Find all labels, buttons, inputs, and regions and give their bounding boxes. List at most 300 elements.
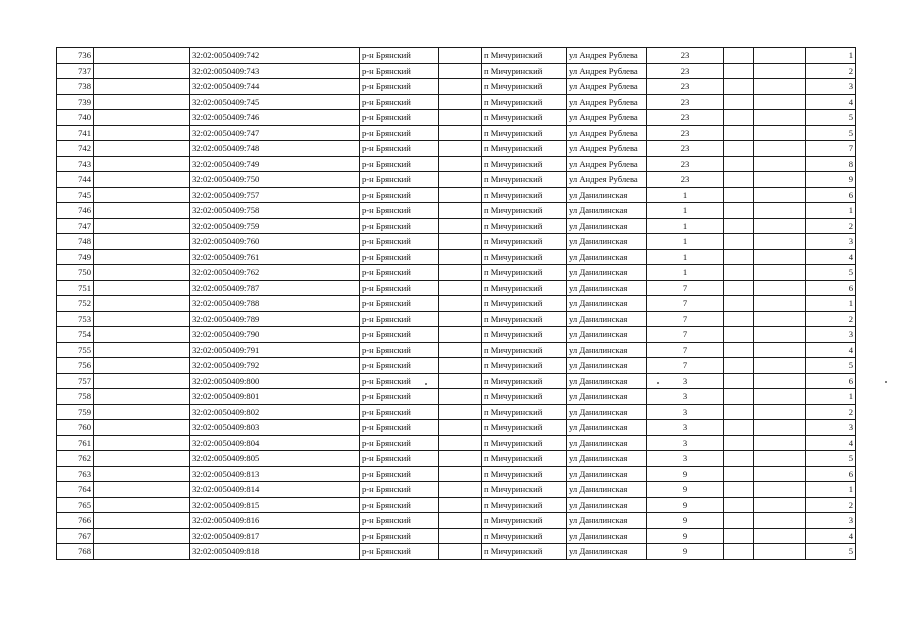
empty-cell — [94, 141, 190, 157]
empty-cell — [754, 63, 806, 79]
empty-cell — [724, 48, 754, 64]
street-cell: ул Данилинская — [567, 404, 647, 420]
locality-cell: п Мичуринский — [482, 466, 567, 482]
empty-cell — [724, 249, 754, 265]
street-cell: ул Андрея Рублева — [567, 110, 647, 126]
empty-cell — [439, 141, 482, 157]
empty-cell — [724, 435, 754, 451]
table-body — [57, 48, 856, 560]
apartment-number-cell: 4 — [806, 528, 856, 544]
empty-cell — [754, 466, 806, 482]
empty-cell — [724, 203, 754, 219]
locality-cell: п Мичуринский — [482, 94, 567, 110]
empty-cell — [754, 420, 806, 436]
street-cell: ул Данилинская — [567, 451, 647, 467]
apartment-number-cell: 3 — [806, 420, 856, 436]
empty-cell — [439, 435, 482, 451]
empty-cell — [94, 342, 190, 358]
empty-cell — [94, 435, 190, 451]
table-row — [57, 110, 856, 126]
locality-cell: п Мичуринский — [482, 528, 567, 544]
row-number-cell: 754 — [57, 327, 94, 343]
street-cell: ул Данилинская — [567, 280, 647, 296]
row-number-cell: 746 — [57, 203, 94, 219]
empty-cell — [439, 528, 482, 544]
empty-cell — [439, 342, 482, 358]
cadastral-number-cell: 32:02:0050409:761 — [190, 249, 360, 265]
row-number-cell: 739 — [57, 94, 94, 110]
empty-cell — [754, 110, 806, 126]
empty-cell — [439, 482, 482, 498]
scan-speck — [425, 383, 427, 385]
empty-cell — [754, 125, 806, 141]
row-number-cell: 751 — [57, 280, 94, 296]
house-number-cell: 9 — [647, 544, 724, 560]
table-row — [57, 528, 856, 544]
table-row — [57, 358, 856, 374]
empty-cell — [724, 187, 754, 203]
empty-cell — [439, 280, 482, 296]
empty-cell — [754, 404, 806, 420]
locality-cell: п Мичуринский — [482, 141, 567, 157]
table-row — [57, 203, 856, 219]
house-number-cell: 9 — [647, 513, 724, 529]
row-number-cell: 750 — [57, 265, 94, 281]
district-cell: р-н Брянский — [360, 203, 439, 219]
table-row — [57, 141, 856, 157]
cadastral-number-cell: 32:02:0050409:787 — [190, 280, 360, 296]
empty-cell — [94, 249, 190, 265]
empty-cell — [94, 404, 190, 420]
apartment-number-cell: 9 — [806, 172, 856, 188]
street-cell: ул Андрея Рублева — [567, 125, 647, 141]
street-cell: ул Данилинская — [567, 482, 647, 498]
row-number-cell: 756 — [57, 358, 94, 374]
house-number-cell: 23 — [647, 125, 724, 141]
empty-cell — [724, 141, 754, 157]
apartment-number-cell: 5 — [806, 358, 856, 374]
district-cell: р-н Брянский — [360, 234, 439, 250]
locality-cell: п Мичуринский — [482, 203, 567, 219]
table-row — [57, 63, 856, 79]
street-cell: ул Данилинская — [567, 249, 647, 265]
row-number-cell: 755 — [57, 342, 94, 358]
row-number-cell: 767 — [57, 528, 94, 544]
empty-cell — [724, 79, 754, 95]
empty-cell — [94, 187, 190, 203]
row-number-cell: 742 — [57, 141, 94, 157]
empty-cell — [724, 63, 754, 79]
table-row — [57, 265, 856, 281]
empty-cell — [94, 544, 190, 560]
cadastral-number-cell: 32:02:0050409:802 — [190, 404, 360, 420]
empty-cell — [439, 187, 482, 203]
row-number-cell: 737 — [57, 63, 94, 79]
cadastral-number-cell: 32:02:0050409:788 — [190, 296, 360, 312]
house-number-cell: 7 — [647, 358, 724, 374]
house-number-cell: 1 — [647, 249, 724, 265]
district-cell: р-н Брянский — [360, 389, 439, 405]
district-cell: р-н Брянский — [360, 373, 439, 389]
empty-cell — [439, 63, 482, 79]
empty-cell — [754, 203, 806, 219]
house-number-cell: 1 — [647, 203, 724, 219]
locality-cell: п Мичуринский — [482, 125, 567, 141]
locality-cell: п Мичуринский — [482, 513, 567, 529]
district-cell: р-н Брянский — [360, 311, 439, 327]
table-row — [57, 513, 856, 529]
street-cell: ул Данилинская — [567, 265, 647, 281]
street-cell: ул Данилинская — [567, 528, 647, 544]
apartment-number-cell: 1 — [806, 296, 856, 312]
locality-cell: п Мичуринский — [482, 311, 567, 327]
table-row — [57, 94, 856, 110]
empty-cell — [724, 218, 754, 234]
house-number-cell: 9 — [647, 528, 724, 544]
table-row — [57, 296, 856, 312]
district-cell: р-н Брянский — [360, 156, 439, 172]
empty-cell — [94, 63, 190, 79]
empty-cell — [94, 466, 190, 482]
apartment-number-cell: 7 — [806, 141, 856, 157]
empty-cell — [724, 528, 754, 544]
locality-cell: п Мичуринский — [482, 234, 567, 250]
cadastral-number-cell: 32:02:0050409:816 — [190, 513, 360, 529]
apartment-number-cell: 6 — [806, 466, 856, 482]
house-number-cell: 1 — [647, 234, 724, 250]
empty-cell — [94, 327, 190, 343]
row-number-cell: 745 — [57, 187, 94, 203]
empty-cell — [94, 48, 190, 64]
locality-cell: п Мичуринский — [482, 404, 567, 420]
locality-cell: п Мичуринский — [482, 110, 567, 126]
house-number-cell: 23 — [647, 172, 724, 188]
apartment-number-cell: 4 — [806, 342, 856, 358]
cadastral-number-cell: 32:02:0050409:790 — [190, 327, 360, 343]
house-number-cell: 9 — [647, 497, 724, 513]
locality-cell: п Мичуринский — [482, 63, 567, 79]
district-cell: р-н Брянский — [360, 48, 439, 64]
locality-cell: п Мичуринский — [482, 280, 567, 296]
row-number-cell: 764 — [57, 482, 94, 498]
cadastral-number-cell: 32:02:0050409:815 — [190, 497, 360, 513]
house-number-cell: 1 — [647, 265, 724, 281]
empty-cell — [439, 48, 482, 64]
street-cell: ул Андрея Рублева — [567, 156, 647, 172]
street-cell: ул Данилинская — [567, 435, 647, 451]
row-number-cell: 749 — [57, 249, 94, 265]
cadastral-number-cell: 32:02:0050409:749 — [190, 156, 360, 172]
row-number-cell: 743 — [57, 156, 94, 172]
district-cell: р-н Брянский — [360, 172, 439, 188]
table-row — [57, 79, 856, 95]
empty-cell — [439, 156, 482, 172]
empty-cell — [754, 451, 806, 467]
cadastral-number-cell: 32:02:0050409:804 — [190, 435, 360, 451]
table-row — [57, 234, 856, 250]
apartment-number-cell: 5 — [806, 265, 856, 281]
district-cell: р-н Брянский — [360, 404, 439, 420]
house-number-cell: 3 — [647, 451, 724, 467]
street-cell: ул Данилинская — [567, 234, 647, 250]
district-cell: р-н Брянский — [360, 327, 439, 343]
cadastral-number-cell: 32:02:0050409:801 — [190, 389, 360, 405]
empty-cell — [94, 265, 190, 281]
empty-cell — [439, 94, 482, 110]
empty-cell — [724, 342, 754, 358]
district-cell: р-н Брянский — [360, 358, 439, 374]
district-cell: р-н Брянский — [360, 296, 439, 312]
empty-cell — [754, 296, 806, 312]
locality-cell: п Мичуринский — [482, 497, 567, 513]
cadastral-number-cell: 32:02:0050409:789 — [190, 311, 360, 327]
house-number-cell: 9 — [647, 482, 724, 498]
empty-cell — [754, 544, 806, 560]
table-row — [57, 497, 856, 513]
empty-cell — [754, 482, 806, 498]
cadastral-number-cell: 32:02:0050409:818 — [190, 544, 360, 560]
cadastral-number-cell: 32:02:0050409:762 — [190, 265, 360, 281]
district-cell: р-н Брянский — [360, 451, 439, 467]
empty-cell — [94, 125, 190, 141]
row-number-cell: 753 — [57, 311, 94, 327]
empty-cell — [754, 358, 806, 374]
row-number-cell: 748 — [57, 234, 94, 250]
apartment-number-cell: 6 — [806, 280, 856, 296]
empty-cell — [94, 94, 190, 110]
empty-cell — [754, 342, 806, 358]
house-number-cell: 23 — [647, 141, 724, 157]
empty-cell — [94, 218, 190, 234]
empty-cell — [724, 311, 754, 327]
locality-cell: п Мичуринский — [482, 327, 567, 343]
house-number-cell: 23 — [647, 48, 724, 64]
table-row — [57, 125, 856, 141]
table-row — [57, 156, 856, 172]
street-cell: ул Андрея Рублева — [567, 172, 647, 188]
empty-cell — [94, 358, 190, 374]
apartment-number-cell: 3 — [806, 327, 856, 343]
cadastral-number-cell: 32:02:0050409:757 — [190, 187, 360, 203]
empty-cell — [724, 497, 754, 513]
empty-cell — [439, 358, 482, 374]
district-cell: р-н Брянский — [360, 420, 439, 436]
apartment-number-cell: 4 — [806, 435, 856, 451]
cadastral-number-cell: 32:02:0050409:742 — [190, 48, 360, 64]
empty-cell — [754, 528, 806, 544]
street-cell: ул Данилинская — [567, 218, 647, 234]
empty-cell — [754, 187, 806, 203]
district-cell: р-н Брянский — [360, 482, 439, 498]
locality-cell: п Мичуринский — [482, 389, 567, 405]
row-number-cell: 744 — [57, 172, 94, 188]
property-registry-table — [56, 47, 856, 560]
street-cell: ул Данилинская — [567, 187, 647, 203]
empty-cell — [724, 389, 754, 405]
locality-cell: п Мичуринский — [482, 373, 567, 389]
empty-cell — [439, 466, 482, 482]
district-cell: р-н Брянский — [360, 342, 439, 358]
street-cell: ул Андрея Рублева — [567, 79, 647, 95]
empty-cell — [754, 435, 806, 451]
empty-cell — [439, 389, 482, 405]
table-row — [57, 218, 856, 234]
table-row — [57, 466, 856, 482]
empty-cell — [724, 373, 754, 389]
apartment-number-cell: 3 — [806, 234, 856, 250]
row-number-cell: 752 — [57, 296, 94, 312]
empty-cell — [94, 451, 190, 467]
district-cell: р-н Брянский — [360, 218, 439, 234]
empty-cell — [439, 125, 482, 141]
apartment-number-cell: 4 — [806, 94, 856, 110]
cadastral-number-cell: 32:02:0050409:792 — [190, 358, 360, 374]
empty-cell — [754, 94, 806, 110]
table-row — [57, 327, 856, 343]
empty-cell — [724, 466, 754, 482]
empty-cell — [94, 497, 190, 513]
apartment-number-cell: 2 — [806, 404, 856, 420]
street-cell: ул Андрея Рублева — [567, 94, 647, 110]
house-number-cell: 7 — [647, 280, 724, 296]
empty-cell — [94, 389, 190, 405]
street-cell: ул Данилинская — [567, 296, 647, 312]
cadastral-number-cell: 32:02:0050409:760 — [190, 234, 360, 250]
empty-cell — [724, 94, 754, 110]
table-row — [57, 187, 856, 203]
empty-cell — [94, 296, 190, 312]
empty-cell — [754, 79, 806, 95]
locality-cell: п Мичуринский — [482, 187, 567, 203]
empty-cell — [724, 110, 754, 126]
locality-cell: п Мичуринский — [482, 544, 567, 560]
empty-cell — [439, 296, 482, 312]
row-number-cell: 747 — [57, 218, 94, 234]
cadastral-number-cell: 32:02:0050409:803 — [190, 420, 360, 436]
row-number-cell: 740 — [57, 110, 94, 126]
scan-speck — [885, 381, 887, 383]
house-number-cell: 1 — [647, 187, 724, 203]
empty-cell — [94, 79, 190, 95]
house-number-cell: 1 — [647, 218, 724, 234]
district-cell: р-н Брянский — [360, 497, 439, 513]
locality-cell: п Мичуринский — [482, 172, 567, 188]
empty-cell — [94, 110, 190, 126]
row-number-cell: 759 — [57, 404, 94, 420]
table-row — [57, 249, 856, 265]
row-number-cell: 765 — [57, 497, 94, 513]
empty-cell — [724, 482, 754, 498]
apartment-number-cell: 4 — [806, 249, 856, 265]
house-number-cell: 23 — [647, 63, 724, 79]
apartment-number-cell: 1 — [806, 482, 856, 498]
empty-cell — [94, 373, 190, 389]
empty-cell — [754, 156, 806, 172]
district-cell: р-н Брянский — [360, 513, 439, 529]
empty-cell — [94, 203, 190, 219]
empty-cell — [94, 234, 190, 250]
locality-cell: п Мичуринский — [482, 296, 567, 312]
apartment-number-cell: 2 — [806, 63, 856, 79]
locality-cell: п Мичуринский — [482, 265, 567, 281]
table-row — [57, 389, 856, 405]
row-number-cell: 763 — [57, 466, 94, 482]
empty-cell — [94, 172, 190, 188]
street-cell: ул Данилинская — [567, 544, 647, 560]
empty-cell — [754, 265, 806, 281]
table-row — [57, 544, 856, 560]
empty-cell — [724, 358, 754, 374]
empty-cell — [439, 544, 482, 560]
table-row — [57, 280, 856, 296]
cadastral-number-cell: 32:02:0050409:805 — [190, 451, 360, 467]
house-number-cell: 3 — [647, 404, 724, 420]
apartment-number-cell: 1 — [806, 48, 856, 64]
empty-cell — [439, 311, 482, 327]
row-number-cell: 758 — [57, 389, 94, 405]
table-row — [57, 435, 856, 451]
cadastral-number-cell: 32:02:0050409:791 — [190, 342, 360, 358]
empty-cell — [439, 404, 482, 420]
locality-cell: п Мичуринский — [482, 79, 567, 95]
empty-cell — [754, 48, 806, 64]
locality-cell: п Мичуринский — [482, 482, 567, 498]
house-number-cell: 3 — [647, 420, 724, 436]
apartment-number-cell: 5 — [806, 125, 856, 141]
apartment-number-cell: 6 — [806, 373, 856, 389]
cadastral-number-cell: 32:02:0050409:745 — [190, 94, 360, 110]
table-row — [57, 373, 856, 389]
row-number-cell: 766 — [57, 513, 94, 529]
row-number-cell: 768 — [57, 544, 94, 560]
district-cell: р-н Брянский — [360, 466, 439, 482]
empty-cell — [94, 311, 190, 327]
apartment-number-cell: 6 — [806, 187, 856, 203]
empty-cell — [439, 234, 482, 250]
cadastral-number-cell: 32:02:0050409:747 — [190, 125, 360, 141]
locality-cell: п Мичуринский — [482, 218, 567, 234]
empty-cell — [439, 172, 482, 188]
empty-cell — [754, 373, 806, 389]
empty-cell — [724, 125, 754, 141]
house-number-cell: 23 — [647, 156, 724, 172]
street-cell: ул Данилинская — [567, 342, 647, 358]
cadastral-number-cell: 32:02:0050409:758 — [190, 203, 360, 219]
empty-cell — [754, 218, 806, 234]
cadastral-number-cell: 32:02:0050409:800 — [190, 373, 360, 389]
empty-cell — [754, 327, 806, 343]
cadastral-number-cell: 32:02:0050409:744 — [190, 79, 360, 95]
row-number-cell: 760 — [57, 420, 94, 436]
district-cell: р-н Брянский — [360, 528, 439, 544]
empty-cell — [439, 203, 482, 219]
street-cell: ул Данилинская — [567, 389, 647, 405]
apartment-number-cell: 1 — [806, 389, 856, 405]
apartment-number-cell: 2 — [806, 218, 856, 234]
street-cell: ул Данилинская — [567, 311, 647, 327]
apartment-number-cell: 3 — [806, 79, 856, 95]
street-cell: ул Данилинская — [567, 420, 647, 436]
row-number-cell: 736 — [57, 48, 94, 64]
street-cell: ул Данилинская — [567, 327, 647, 343]
apartment-number-cell: 5 — [806, 451, 856, 467]
empty-cell — [724, 513, 754, 529]
street-cell: ул Андрея Рублева — [567, 141, 647, 157]
street-cell: ул Данилинская — [567, 466, 647, 482]
cadastral-number-cell: 32:02:0050409:813 — [190, 466, 360, 482]
empty-cell — [439, 79, 482, 95]
table-row — [57, 420, 856, 436]
